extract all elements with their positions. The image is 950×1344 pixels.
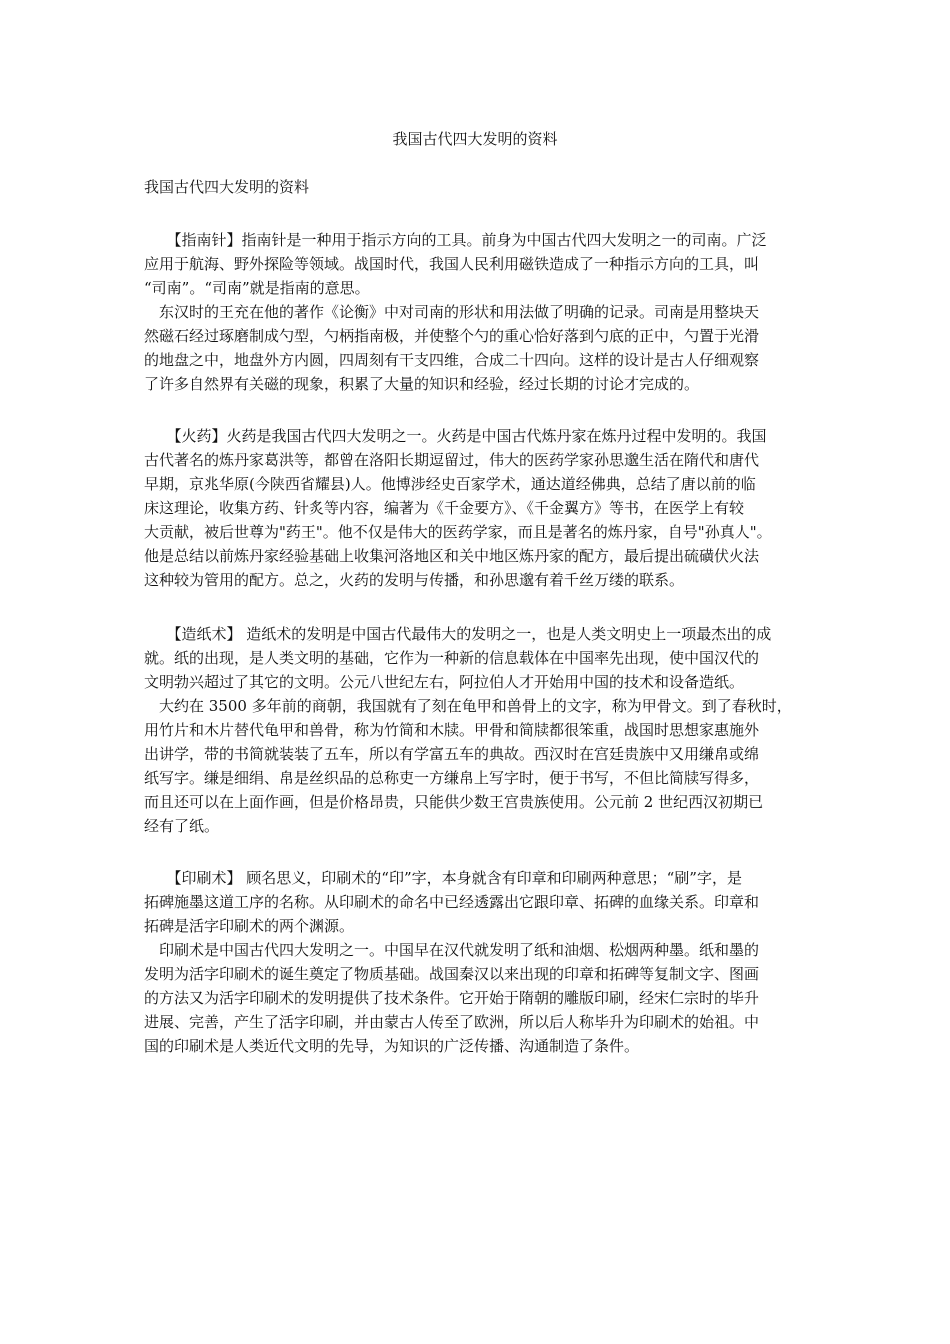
text-line: 他是总结以前炼丹家经验基础上收集河洛地区和关中地区炼丹家的配方，最后提出硫磺伏火法 [144, 547, 760, 565]
text-line: “司南”。“司南”就是指南的意思。 [144, 279, 370, 297]
text-line: 进展、完善，产生了活字印刷，并由蒙古人传至了欧洲，所以后人称毕升为印刷术的始祖。中 [144, 1013, 760, 1031]
text-line: 【印刷术】 顾名思义，印刷术的“印”字，本身就含有印章和印刷两种意思；“刷”字，是 [144, 869, 742, 887]
text-line: 了许多自然界有关磁的现象，积累了大量的知识和经验，经过长期的讨论才完成的。 [144, 375, 700, 393]
text-line: 印刷术是中国古代四大发明之一。中国早在汉代就发明了纸和油烟、松烟两种墨。纸和墨的 [144, 941, 760, 959]
text-line: 出讲学，带的书简就装装了五车，所以有学富五车的典故。西汉时在宫廷贵族中又用缣帛或绵 [144, 745, 760, 763]
text-line: 古代著名的炼丹家葛洪等，都曾在洛阳长期逗留过，伟大的医药学家孙思邈生活在隋代和唐代 [144, 451, 760, 469]
text-line: 床这理论，收集方药、针炙等内容，编著为《千金要方》、《千金翼方》等书，在医学上有较 [144, 499, 745, 517]
text-line: 文明勃兴超过了其它的文明。公元八世纪左右，阿拉伯人才开始用中国的技术和设备造纸。 [144, 673, 745, 691]
text-line: 的地盘之中，地盘外方内圆，四周刻有干支四维，合成二十四向。这样的设计是古人仔细观察 [144, 351, 760, 369]
page-title: 我国古代四大发明的资料 [392, 130, 558, 148]
text-line: 应用于航海、野外探险等领域。战国时代，我国人民利用磁铁造成了一种指示方向的工具，叫 [144, 255, 760, 273]
text-line: 而且还可以在上面作画，但是价格昂贵，只能供少数王宫贵族使用。公元前 2 世纪西汉初期已 [144, 793, 764, 811]
text-line: 大约在 3500 多年前的商朝，我国就有了刻在龟甲和兽骨上的文字，称为甲骨文。到了春秋时， [144, 697, 792, 715]
text-line: 经有了纸。 [144, 817, 220, 835]
text-line: 这种较为管用的配方。总之，火药的发明与传播，和孙思邈有着千丝万缕的联系。 [144, 571, 685, 589]
text-line: 就。纸的出现，是人类文明的基础，它作为一种新的信息载体在中国率先出现，使中国汉代的 [144, 649, 760, 667]
text-line: 纸写字。缣是细绢、帛是丝织品的总称吏一方缣帛上写字时，便于书写，不但比简牍写得多， [144, 769, 760, 787]
text-line: 的方法又为活字印刷术的发明提供了技术条件。它开始于隋朝的雕版印刷，经宋仁宗时的毕升 [144, 989, 760, 1007]
text-line: 大贡献，被后世尊为"药王"。他不仅是伟大的医药学家，而且是著名的炼丹家，自号"孙真人"。 [144, 523, 772, 541]
text-line: 用竹片和木片替代龟甲和兽骨，称为竹简和木牍。甲骨和简牍都很笨重，战国时思想家惠施外 [144, 721, 760, 739]
text-line: 然磁石经过琢磨制成勺型，勺柄指南极，并使整个勺的重心恰好落到勺底的正中，勺置于光滑 [144, 327, 760, 345]
text-line: 发明为活字印刷术的诞生奠定了物质基础。战国秦汉以来出现的印章和拓碑等复制文字、图画 [144, 965, 760, 983]
text-line: 拓碑施墨这道工序的名称。从印刷术的命名中已经透露出它跟印章、拓碑的血缘关系。印章和 [144, 893, 760, 911]
text-line: 【指南针】指南针是一种用于指示方向的工具。前身为中国古代四大发明之一的司南。广泛 [144, 231, 767, 249]
text-line: 国的印刷术是人类近代文明的先导，为知识的广泛传播、沟通制造了条件。 [144, 1037, 640, 1055]
text-line: 【火药】火药是我国古代四大发明之一。火药是中国古代炼丹家在炼丹过程中发明的。我国 [144, 427, 767, 445]
text-line: 拓碑是活字印刷术的两个渊源。 [144, 917, 355, 935]
text-line: 东汉时的王充在他的著作《论衡》中对司南的形状和用法做了明确的记录。司南是用整块天 [144, 303, 760, 321]
document-subtitle: 我国古代四大发明的资料 [144, 178, 310, 196]
text-line: 早期，京兆华原(今陕西省耀县)人。他博涉经史百家学术，通达道经佛典，总结了唐以前的临 [144, 475, 756, 493]
text-line: 【造纸术】 造纸术的发明是中国古代最伟大的发明之一，也是人类文明史上一项最杰出的成 [144, 625, 772, 643]
